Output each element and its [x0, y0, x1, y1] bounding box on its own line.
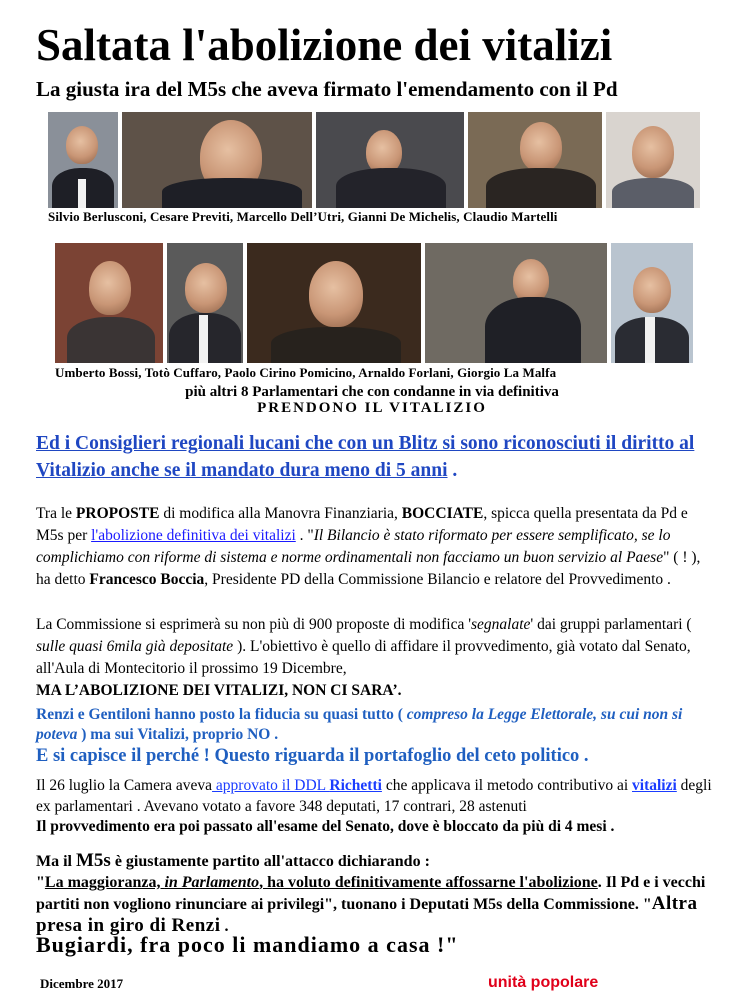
vitalizi-link[interactable]: vitalizi	[632, 777, 677, 794]
extra-line-2: PRENDONO IL VITALIZIO	[257, 400, 487, 416]
caption-row-2: Umberto Bossi, Totò Cuffaro, Paolo Cirino Pomicino, Arnaldo Forlani, Giorgio La Malfa	[55, 365, 557, 380]
ddl-link[interactable]: approvato il DDL	[212, 777, 330, 794]
caption-row-1: Silvio Berlusconi, Cesare Previti, Marcello Dell’Utri, Gianni De Michelis, Claudio Martelli	[48, 209, 558, 224]
photo-cuffaro	[167, 243, 243, 363]
regional-councillors-link[interactable]: Ed i Consiglieri regionali lucani che con un Blitz si sono riconosciuti il diritto al Vitalizio anche se il mandato dura meno di 5 anni	[36, 433, 695, 481]
m5s-statement: Ma il M5s è giustamente partito all'attacco dichiarando : "La maggioranza, in Parlamento, ha voluto definitivamente affossarne l'abolizione. Il Pd e i vecchi partiti non vogliono rinunciare ai privilegi", tuonano i Deputati M5s della Commissione. "Altra presa in giro di Renzi .	[36, 850, 706, 936]
paragraph-camera: Il 26 luglio la Camera aveva approvato il DDL Richetti che applicava il metodo contributivo ai vitalizi degli ex parlamentari . Avevano votato a favore 348 deputati, 17 contrari, 28 astenuti Il provvedimento era poi passato all'esame del Senato, dove è bloccato da più di 4 mesi .	[36, 777, 712, 835]
richetti-link[interactable]: Richetti	[329, 777, 382, 794]
photo-forlani	[425, 243, 607, 363]
photo-de-michelis	[468, 112, 602, 208]
photo-berlusconi	[48, 112, 118, 208]
footer-brand: unità popolare	[488, 974, 599, 991]
paragraph-proposals: Tra le PROPOSTE di modifica alla Manovra Finanziaria, BOCCIATE, spicca quella presentata da Pd e M5s per l'abolizione definitiva dei vitalizi . "Il Bilancio è stato riformato per essere semplificato, se lo complichiamo con riforme di sistema e norme ordinamentali non facciamo un buon servizio al Paese" ( ! ), ha detto Francesco Boccia, Presidente PD della Commissione Bilancio e relatore del Provvedimento .	[36, 505, 701, 588]
abolition-link[interactable]: l'abolizione definitiva dei vitalizi	[91, 527, 296, 544]
photo-previti	[122, 112, 312, 208]
closing-quote: Bugiardi, fra poco li mandiamo a casa !"	[36, 932, 459, 957]
photo-dellutri	[316, 112, 464, 208]
photo-martelli	[606, 112, 700, 208]
extra-line-1: più altri 8 Parlamentari che con condanne in via definitiva	[185, 384, 559, 400]
footer-date: Dicembre 2017	[40, 976, 124, 991]
no-abolition-statement: MA L’ABOLIZIONE DEI VITALIZI, NON CI SARA’.	[36, 682, 402, 699]
photo-row-2	[55, 243, 693, 363]
photo-bossi	[55, 243, 163, 363]
paragraph-commission: La Commissione si esprimerà su non più di 900 proposte di modifica 'segnalate' dai gruppi parlamentari ( sulle quasi 6mila già depositate ). L'obiettivo è quello di affidare il provvedimento, già votato dal Senato, all'Aula di Montecitorio il prossimo 19 Dicembre, MA L’ABOLIZIONE DEI VITALIZI, NON CI SARA’.	[36, 616, 692, 699]
photo-la-malfa	[611, 243, 693, 363]
renzi-paragraph: Renzi e Gentiloni hanno posto la fiducia su quasi tutto ( compreso la Legge Elettorale, su cui non si poteva ) ma sui Vitalizi, proprio NO .	[36, 706, 683, 743]
page-subtitle: La giusta ira del M5s che aveva firmato l'emendamento con il Pd	[36, 77, 618, 101]
regional-councillors-notice: Ed i Consiglieri regionali lucani che con un Blitz si sono riconosciuti il diritto al Vitalizio anche se il mandato dura meno di 5 anni .	[36, 433, 695, 481]
page-title: Saltata l'abolizione dei vitalizi	[36, 20, 613, 70]
photo-row-1	[48, 112, 700, 208]
photo-cirino-pomicino	[247, 243, 421, 363]
renzi-conclusion: E si capisce il perché ! Questo riguarda il portafoglio del ceto politico .	[36, 746, 589, 766]
